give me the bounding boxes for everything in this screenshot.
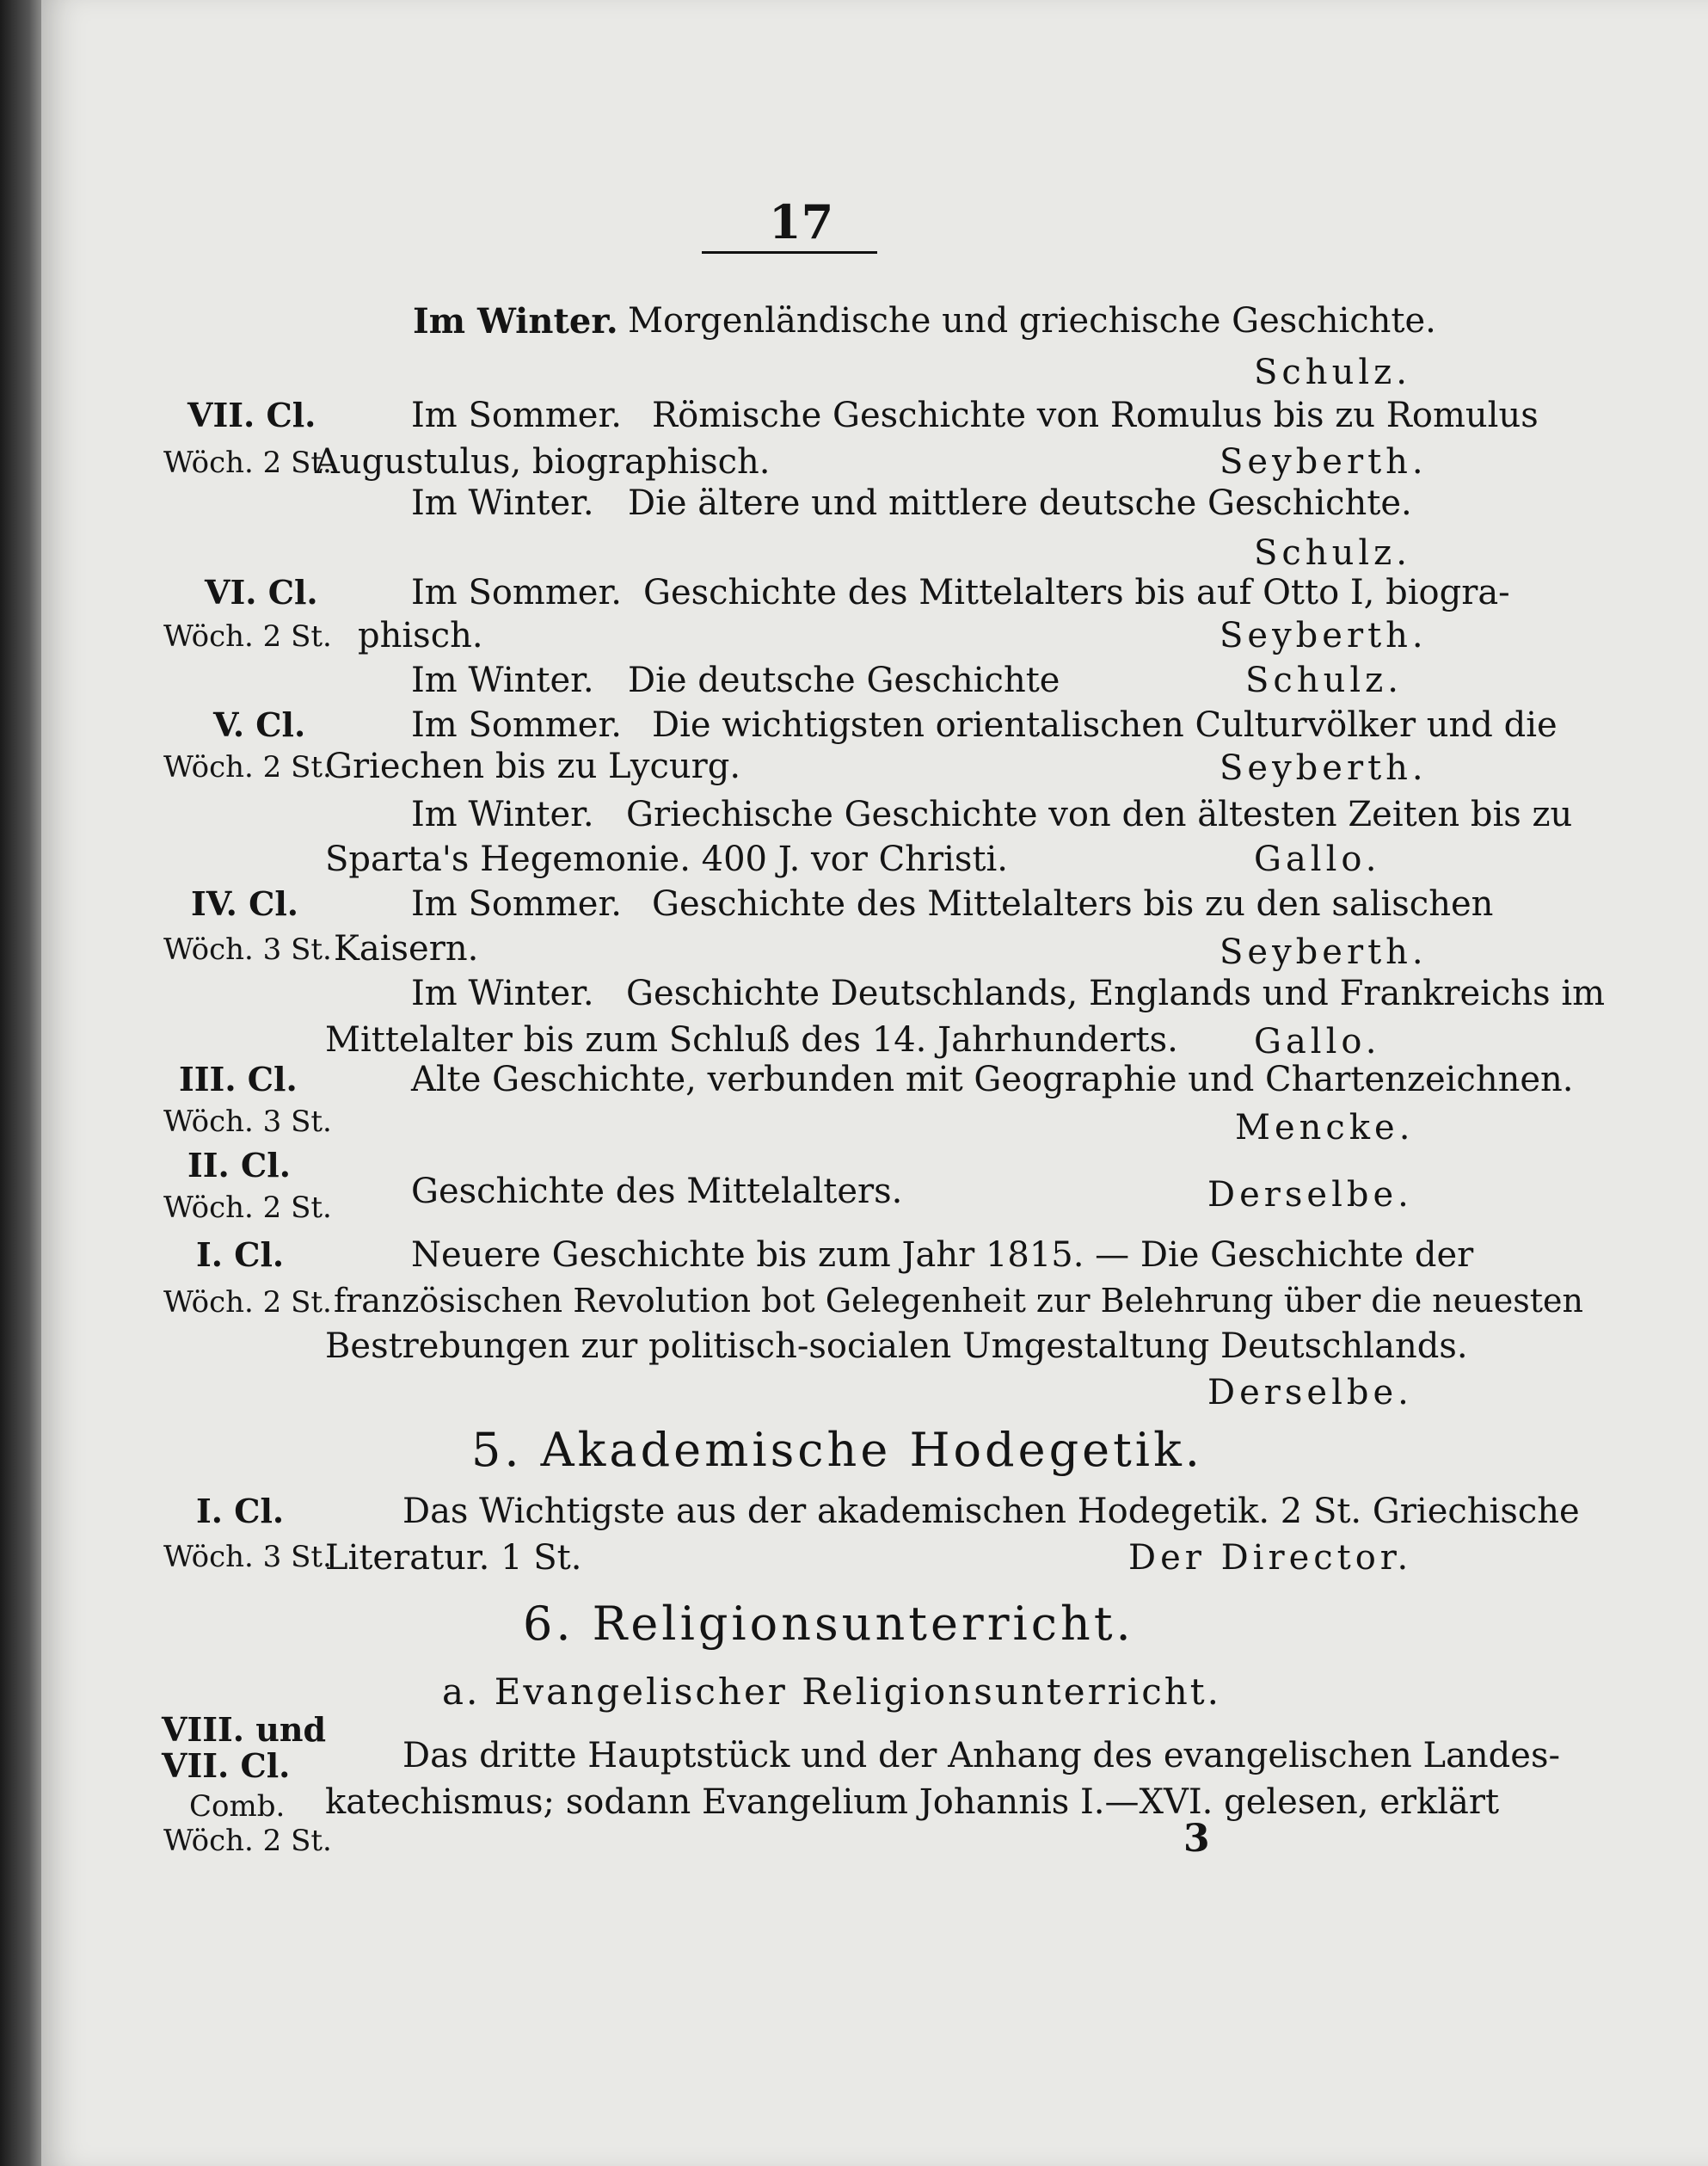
season-label: Im Winter. xyxy=(411,483,594,523)
teacher-name: Schulz. xyxy=(1245,661,1403,700)
course-text: Griechische Geschichte von den ältesten Zeiten bis zu xyxy=(626,795,1573,834)
weekly-hours: Wöch. 2 St. xyxy=(163,1824,332,1858)
section-heading: 6. Religionsunterricht. xyxy=(523,1597,1134,1651)
teacher-name: Seyberth. xyxy=(1220,748,1428,788)
weekly-hours: Wöch. 3 St. xyxy=(163,932,332,967)
course-text: Das dritte Hauptstück und der Anhang des evangelischen Landes- xyxy=(402,1736,1560,1775)
season-label: Im Sommer. xyxy=(411,884,622,924)
weekly-hours: Wöch. 2 St. xyxy=(163,446,332,480)
course-text: Neuere Geschichte bis zum Jahr 1815. — Die Geschichte der xyxy=(411,1235,1474,1275)
course-text: Morgenländische und griechische Geschichte. xyxy=(628,301,1436,341)
book-gutter xyxy=(0,0,41,2166)
season-label: Im Winter. xyxy=(411,974,594,1013)
signature-mark: 3 xyxy=(1183,1817,1210,1861)
course-text: Die ältere und mittlere deutsche Geschichte. xyxy=(628,483,1412,523)
course-text: katechismus; sodann Evangelium Johannis I.—XVI. gelesen, erklärt xyxy=(325,1782,1500,1822)
season-label: Im Sommer. xyxy=(411,573,622,612)
course-text: französischen Revolution bot Gelegenheit zur Belehrung über die neuesten xyxy=(334,1282,1583,1320)
course-text: Literatur. 1 St. xyxy=(325,1538,582,1578)
season-label: Im Winter. xyxy=(411,795,594,834)
weekly-hours: Wöch. 2 St. xyxy=(163,750,332,785)
class-label: III. Cl. xyxy=(179,1060,298,1098)
course-text: Die deutsche Geschichte xyxy=(628,661,1060,700)
teacher-name: Schulz. xyxy=(1254,533,1411,573)
course-text: Geschichte des Mittelalters bis auf Otto I, biogra- xyxy=(643,573,1510,612)
teacher-name: Der Director. xyxy=(1128,1538,1413,1578)
season-label: Im Sommer. xyxy=(411,705,622,745)
course-text: Die wichtigsten orientalischen Culturvölker und die xyxy=(652,705,1557,745)
class-combination: Comb. xyxy=(189,1789,286,1824)
class-label: IV. Cl. xyxy=(191,884,298,923)
course-text: Geschichte des Mittelalters. xyxy=(411,1172,903,1211)
course-text: Alte Geschichte, verbunden mit Geographie und Chartenzeichnen. xyxy=(411,1060,1574,1099)
course-text: Mittelalter bis zum Schluß des 14. Jahrhunderts. xyxy=(325,1020,1178,1060)
class-label: I. Cl. xyxy=(196,1235,285,1274)
teacher-name: Gallo. xyxy=(1254,1022,1381,1061)
course-text: Kaisern. xyxy=(334,929,479,969)
weekly-hours: Wöch. 2 St. xyxy=(163,1191,332,1225)
teacher-name: Derselbe. xyxy=(1207,1373,1413,1412)
book-page xyxy=(41,0,1708,2166)
weekly-hours: Wöch. 3 St. xyxy=(163,1540,332,1574)
course-text: Bestrebungen zur politisch-socialen Umgestaltung Deutschlands. xyxy=(325,1326,1468,1366)
page-number-rule xyxy=(702,251,877,254)
teacher-name: Seyberth. xyxy=(1220,616,1428,655)
class-label: II. Cl. xyxy=(187,1146,291,1185)
weekly-hours: Wöch. 3 St. xyxy=(163,1105,332,1139)
teacher-name: Gallo. xyxy=(1254,840,1381,879)
teacher-name: Mencke. xyxy=(1235,1108,1415,1148)
teacher-name: Seyberth. xyxy=(1220,442,1428,482)
course-text: Das Wichtigste aus der akademischen Hodegetik. 2 St. Griechische xyxy=(402,1492,1580,1531)
course-text: phisch. xyxy=(358,616,483,655)
course-text: Geschichte Deutschlands, Englands und Frankreichs im xyxy=(626,974,1606,1013)
teacher-name: Seyberth. xyxy=(1220,932,1428,972)
teacher-name: Derselbe. xyxy=(1207,1175,1413,1215)
season-label: Im Sommer. xyxy=(411,396,622,435)
course-text: Sparta's Hegemonie. 400 J. vor Christi. xyxy=(325,840,1008,879)
class-label: VI. Cl. xyxy=(205,573,318,612)
course-text: Griechen bis zu Lycurg. xyxy=(325,747,741,786)
class-label: VIII. und xyxy=(162,1710,327,1749)
class-label: VII. Cl. xyxy=(187,396,316,434)
page-number: 17 xyxy=(769,194,834,249)
weekly-hours: Wöch. 2 St. xyxy=(163,1285,332,1320)
course-text: Augustulus, biographisch. xyxy=(315,442,771,482)
section-heading: 5. Akademische Hodegetik. xyxy=(471,1423,1203,1477)
weekly-hours: Wöch. 2 St. xyxy=(163,619,332,654)
subsection-heading: a. Evangelischer Religionsunterricht. xyxy=(442,1671,1222,1713)
class-label: I. Cl. xyxy=(196,1492,285,1530)
class-label: V. Cl. xyxy=(213,705,306,744)
course-text: Geschichte des Mittelalters bis zu den salischen xyxy=(652,884,1494,924)
season-label: Im Winter. xyxy=(411,661,594,700)
season-label: Im Winter. xyxy=(413,301,618,342)
class-label: VII. Cl. xyxy=(162,1746,291,1785)
course-text: Römische Geschichte von Romulus bis zu Romulus xyxy=(652,396,1539,435)
teacher-name: Schulz. xyxy=(1254,353,1411,392)
